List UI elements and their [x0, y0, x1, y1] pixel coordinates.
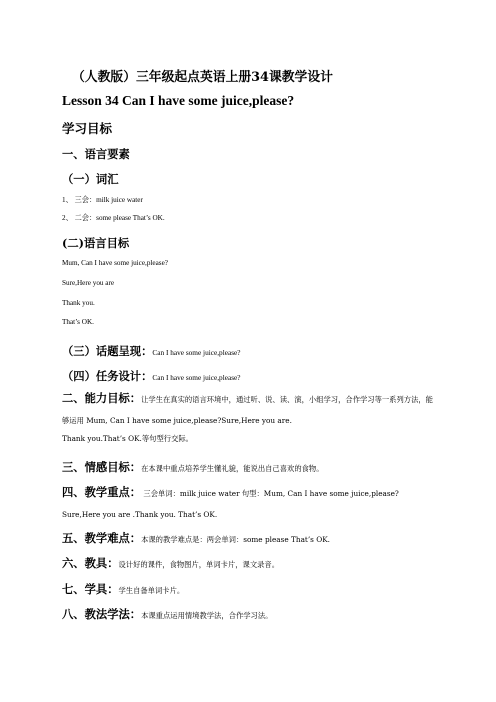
section-1-1-heading: （一）词汇: [62, 172, 119, 186]
section-4: [62, 482, 437, 523]
section-1-4-heading: （四）任务设计：: [62, 369, 153, 383]
section-6-heading: 六、教具：: [62, 556, 119, 570]
document-title: （人教版）三年级起点英语上册34课教学设计: [72, 70, 333, 85]
sentence-4: That’s OK.: [62, 318, 94, 326]
section-8: [62, 603, 272, 622]
goals-heading: 学习目标: [62, 121, 113, 136]
section-2-heading: 二、能力目标：: [62, 391, 142, 405]
vocab-item-2: 2、 二会：some please That’s OK.: [62, 214, 165, 222]
lesson-title: Lesson 34 Can I have some juice,please?: [62, 93, 295, 108]
sentence-3: Thank you.: [62, 299, 95, 307]
section-7: [62, 578, 184, 597]
section-2: [62, 388, 437, 429]
section-7-text: 学生自备单词卡片。: [118, 586, 185, 595]
section-3-text: 在本课中重点培养学生懂礼貌，能说出自己喜欢的食物。: [141, 464, 324, 473]
section-2-text-continued: Thank you.That’s OK.等句型行交际。: [62, 434, 193, 443]
section-1-2-heading: (二)语言目标: [62, 236, 130, 250]
section-3-heading: 三、情感目标：: [62, 460, 142, 474]
section-1-4-text: Can I have some juice,please?: [152, 373, 241, 382]
sentence-1: Mum, Can I have some juice,please?: [62, 259, 168, 267]
section-1-3-text: Can I have some juice,please?: [152, 348, 241, 357]
section-5-heading: 五、教学难点：: [62, 531, 142, 545]
section-4-heading: 四、教学重点：: [62, 485, 142, 499]
section-8-heading: 八、教法学法：: [62, 607, 142, 621]
section-8-text: 本课重点运用情境教学法，合作学习法。: [141, 611, 273, 620]
section-2-text: 让学生在真实的语言环境中，通过听、说、读、演，小组学习，合作学习等一系列方法，能够运用 Mum, Can I have some juice,please?Sure,Here you are.: [62, 395, 433, 425]
section-1-3-heading: （三）话题呈现：: [62, 344, 153, 358]
section-6: [62, 552, 279, 571]
section-5-text: 本课的教学难点是：两会单词：some please That’s OK.: [141, 535, 330, 544]
vocab-item-1: 1、 三会：milk juice water: [62, 196, 143, 204]
section-1-4: [62, 365, 241, 384]
sentence-2: Sure,Here you are: [62, 279, 115, 287]
section-1-heading: 一、语言要素: [62, 147, 130, 161]
section-7-heading: 七、学具：: [62, 582, 119, 596]
section-3: [62, 456, 324, 475]
section-6-text: 设计好的课件，食物图片，单词卡片，课文录音。: [118, 560, 280, 569]
section-1-3: [62, 340, 241, 359]
section-4-text: 三会单词：milk juice water 句型：Mum, Can I have some juice,please? Sure,Here you are .Thank you. That’s OK.: [62, 489, 399, 519]
section-5: [62, 527, 330, 546]
